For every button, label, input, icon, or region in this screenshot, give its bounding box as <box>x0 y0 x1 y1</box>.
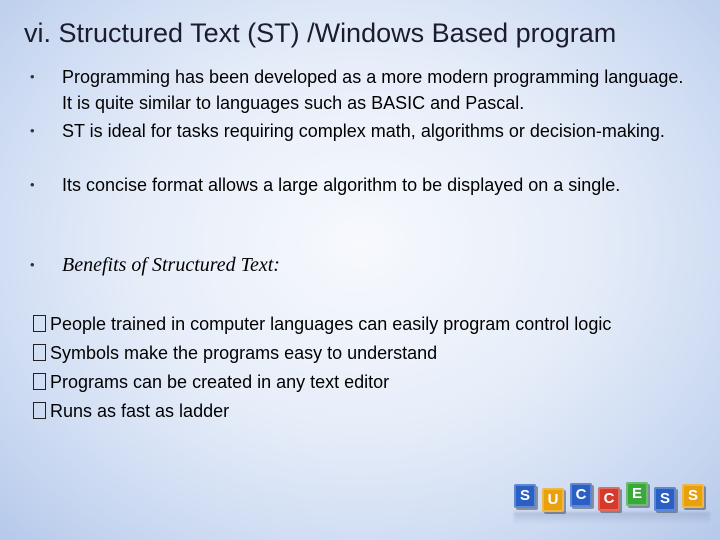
bullet-item <box>30 172 620 198</box>
letter-cube: E <box>626 482 648 506</box>
benefit-list <box>33 310 611 426</box>
letter-cube: S <box>682 484 704 508</box>
benefit-item <box>33 397 611 426</box>
bullet-dot-icon: • <box>30 69 35 84</box>
benefits-heading: Benefits of Structured Text: <box>62 254 280 276</box>
bullet-dot-icon: • <box>30 177 35 192</box>
benefit-text: People trained in computer languages can easily program control logic <box>50 314 612 334</box>
benefit-text: Symbols make the programs easy to understand <box>50 343 438 363</box>
benefit-item <box>33 368 611 397</box>
bullet-text: Programming has been developed as a more modern programming language. It is quite similar to languages such as BASIC and Pascal. <box>62 67 684 113</box>
missing-glyph-icon <box>33 402 46 419</box>
cube-reflection <box>514 512 710 524</box>
benefit-text: Programs can be created in any text editor <box>50 372 390 392</box>
benefit-item <box>33 339 611 368</box>
missing-glyph-icon <box>33 344 46 361</box>
benefits-heading-item <box>30 252 280 278</box>
letter-cube: U <box>542 488 564 512</box>
letter-cube: S <box>514 484 536 508</box>
benefit-text: Runs as fast as ladder <box>50 401 230 421</box>
bullet-dot-icon: • <box>30 257 35 272</box>
bullet-item <box>30 64 690 116</box>
letter-cube: S <box>654 487 676 511</box>
letter-cube: C <box>598 487 620 511</box>
bullet-text: Its concise format allows a large algorithm to be displayed on a single. <box>62 175 621 195</box>
bullet-item <box>30 118 665 144</box>
letter-cube: C <box>570 483 592 507</box>
bullet-dot-icon: • <box>30 123 35 138</box>
benefit-item <box>33 310 611 339</box>
missing-glyph-icon <box>33 315 46 332</box>
missing-glyph-icon <box>33 373 46 390</box>
bullet-text: ST is ideal for tasks requiring complex math, algorithms or decision-making. <box>62 121 665 141</box>
success-cubes-graphic <box>512 478 712 530</box>
slide-title: vi. Structured Text (ST) /Windows Based program <box>24 18 617 48</box>
